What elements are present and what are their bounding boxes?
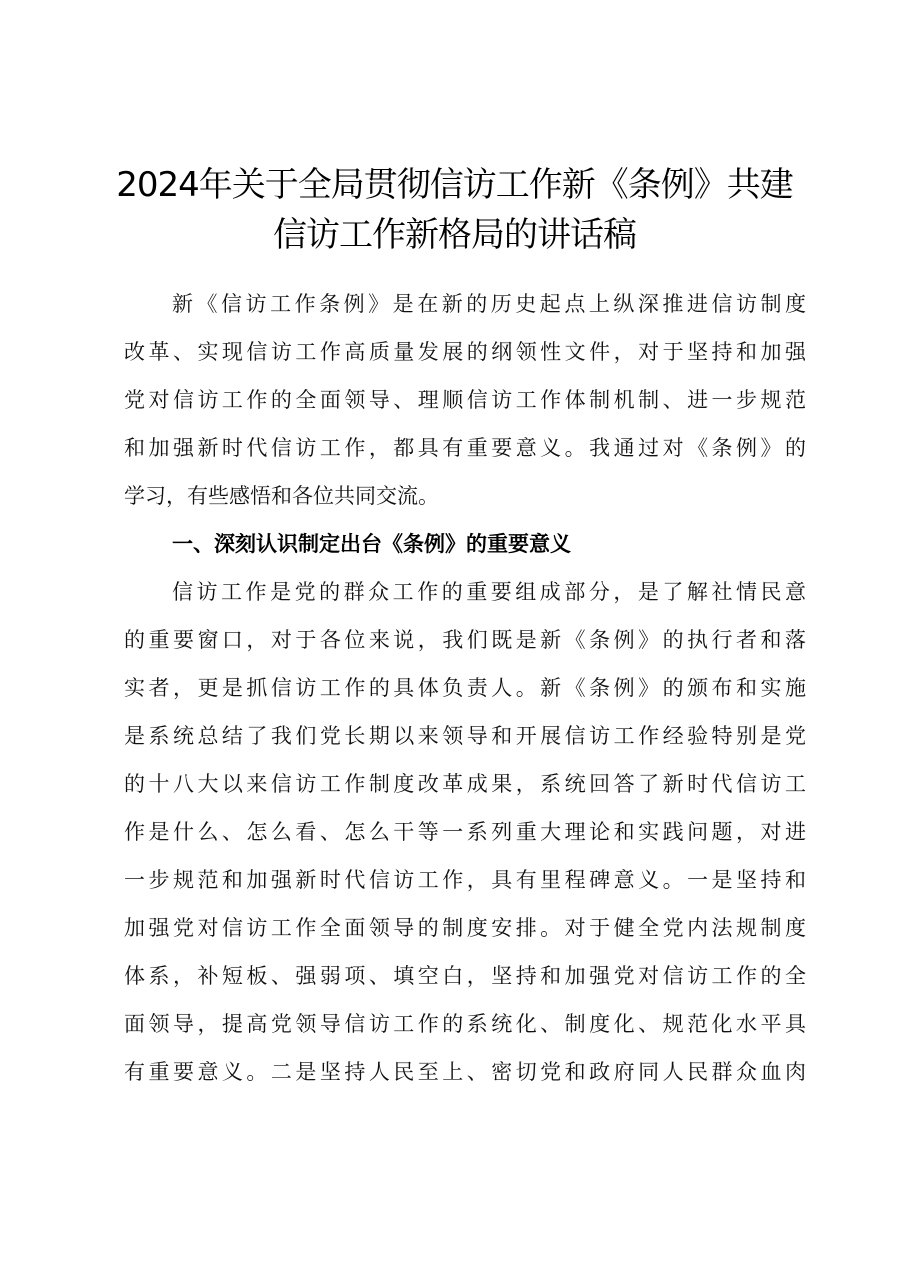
- paragraph-line: 有重要意义。二是坚持人民至上、密切党和政府同人民群众血肉: [124, 1060, 806, 1084]
- paragraph-line: 学习，有些感悟和各位共同交流。: [124, 484, 439, 508]
- document-title: [100, 160, 809, 260]
- paragraph-line: 面领导，提高党领导信访工作的系统化、制度化、规范化水平具: [124, 1012, 806, 1036]
- title-line: 信访工作新格局的讲话稿: [273, 215, 636, 255]
- section-paragraph: [124, 568, 806, 1096]
- paragraph-line: 信访工作是党的群众工作的重要组成部分，是了解社情民意: [172, 580, 806, 604]
- paragraph-line: 是系统总结了我们党长期以来领导和开展信访工作经验特别是党: [124, 724, 806, 748]
- intro-paragraph: [124, 280, 806, 520]
- paragraph-line: 和加强新时代信访工作，都具有重要意义。我通过对《条例》的: [124, 436, 806, 460]
- paragraph-line: 党对信访工作的全面领导、理顺信访工作体制机制、进一步规范: [124, 388, 806, 412]
- document-body: [124, 280, 806, 1096]
- paragraph-line: 实者，更是抓信访工作的具体负责人。新《条例》的颁布和实施: [124, 676, 806, 700]
- paragraph-line: 新《信访工作条例》是在新的历史起点上纵深推进信访制度: [172, 292, 806, 316]
- section-heading: 一、深刻认识制定出台《条例》的重要意义: [172, 532, 571, 556]
- paragraph-line: 改革、实现信访工作高质量发展的纲领性文件，对于坚持和加强: [124, 340, 806, 364]
- paragraph-line: 作是什么、怎么看、怎么干等一系列重大理论和实践问题，对进: [124, 820, 806, 844]
- paragraph-line: 的重要窗口，对于各位来说，我们既是新《条例》的执行者和落: [124, 628, 806, 652]
- title-line: 2024年关于全局贯彻信访工作新《条例》共建: [116, 165, 793, 205]
- paragraph-line: 的十八大以来信访工作制度改革成果，系统回答了新时代信访工: [124, 772, 806, 796]
- paragraph-line: 体系，补短板、强弱项、填空白，坚持和加强党对信访工作的全: [124, 964, 806, 988]
- paragraph-line: 加强党对信访工作全面领导的制度安排。对于健全党内法规制度: [124, 916, 806, 940]
- paragraph-line: 一步规范和加强新时代信访工作，具有里程碑意义。一是坚持和: [124, 868, 806, 892]
